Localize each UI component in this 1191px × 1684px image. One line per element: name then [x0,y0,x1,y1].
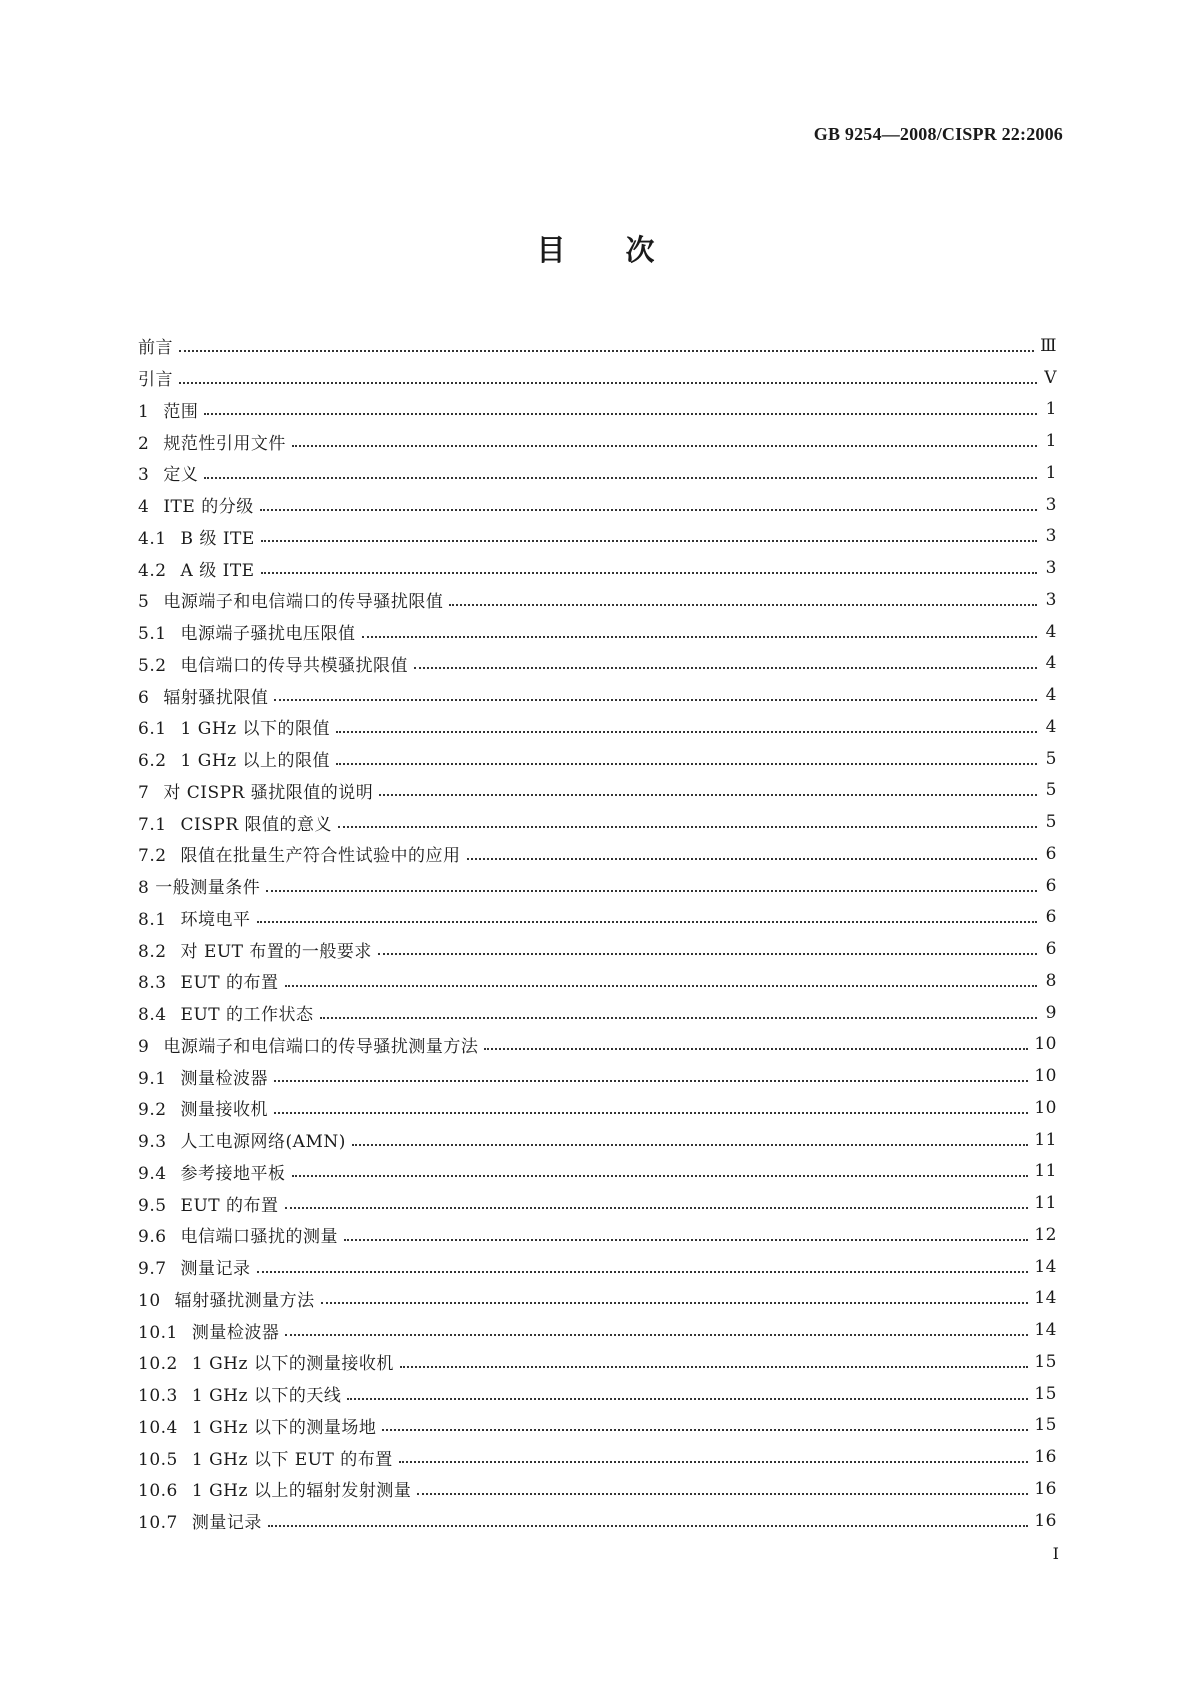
toc-entry-page: 14 [1034,1288,1057,1309]
toc-dot-leader [266,890,1037,892]
toc-dot-leader [292,1175,1029,1177]
toc-entry-title [138,810,332,835]
toc-entry-page: 6 [1045,939,1057,960]
toc-dot-leader [399,1461,1029,1463]
toc-entry-number: 10.1 [138,1322,178,1343]
toc-dot-leader [378,953,1037,955]
toc-entry-page: 9 [1045,1002,1057,1023]
toc-entry-number: 10.4 [138,1417,178,1438]
toc-entry-text: EUT 的布置 [180,973,279,994]
toc-entry-number: 2 [138,433,150,454]
toc-entry-page: 3 [1045,494,1057,515]
toc-entry-text: A 级 ITE [180,560,255,581]
toc-dot-leader [484,1048,1028,1050]
toc-entry-text: 1 GHz 以下的测量场地 [191,1417,377,1438]
toc-entry[interactable] [138,1314,1057,1346]
toc-entry-number: 1 [138,401,150,422]
toc-entry[interactable] [138,870,1057,902]
toc-entry-page: 1 [1045,462,1057,483]
toc-entry-title [138,1222,338,1247]
toc-entry[interactable] [138,616,1057,648]
page-title: 目次 [536,233,715,267]
toc-entry-title [138,1476,411,1501]
toc-entry[interactable] [138,1124,1057,1156]
toc-entry-text: EUT 的工作状态 [180,1005,314,1026]
toc-entry-number: 10.3 [138,1386,178,1407]
toc-entry-page: 6 [1045,843,1057,864]
toc-entry-page: 16 [1034,1510,1057,1531]
toc-entry-page: 4 [1045,621,1057,642]
toc-entry-number: 9.4 [138,1163,167,1184]
toc-entry-number: 9.1 [138,1068,167,1089]
toc-dot-leader [362,636,1037,638]
toc-entry-text: 定义 [163,465,199,486]
toc-entry-number: 6.2 [138,751,167,772]
page-number: I [1052,1544,1059,1563]
toc-entry-text: 1 GHz 以下的限值 [180,719,331,740]
toc-entry[interactable] [138,838,1057,870]
toc-entry-text: 测量接收机 [180,1100,269,1121]
toc-entry-page: 1 [1045,399,1057,420]
toc-entry-page: Ⅴ [1044,367,1057,388]
toc-entry-page: 8 [1045,970,1057,991]
toc-entry[interactable] [138,394,1057,426]
toc-entry[interactable] [138,521,1057,553]
toc-entry[interactable] [138,1156,1057,1188]
toc-entry-number: 10.7 [138,1513,178,1534]
toc-entry-page: Ⅲ [1040,335,1057,356]
toc-entry-title [138,968,279,993]
toc-entry-title [138,841,461,866]
toc-entry-title [138,937,372,962]
toc-entry-text: 测量检波器 [191,1322,280,1343]
toc-entry[interactable] [138,679,1057,711]
toc-entry-text: 对 EUT 布置的一般要求 [180,941,372,962]
toc-entry-title [138,1286,315,1311]
toc-dot-leader [379,794,1037,796]
toc-dot-leader [261,572,1037,574]
toc-dot-leader [179,350,1034,352]
toc-entry-number: 4 [138,497,150,518]
toc-entry[interactable] [138,457,1057,489]
toc-entry-text: B 级 ITE [180,528,255,549]
toc-entry-number: 3 [138,465,150,486]
toc-entry[interactable] [138,1029,1057,1061]
toc-entry[interactable] [138,902,1057,934]
toc-entry-text: 范围 [163,401,199,422]
toc-entry-title [138,873,260,898]
toc-entry-number: 8.1 [138,909,167,930]
toc-entry[interactable] [138,330,1057,362]
toc-entry-page: 5 [1045,748,1057,769]
toc-entry[interactable] [138,1283,1057,1315]
toc-entry[interactable] [138,648,1057,680]
toc-entry-number: 5.2 [138,655,167,676]
toc-dot-leader [204,413,1037,415]
toc-entry-number: 10.6 [138,1481,178,1502]
toc-entry-text: 限值在批量生产符合性试验中的应用 [180,846,461,867]
toc-entry-title [138,1159,286,1184]
toc-entry-page: 16 [1034,1447,1057,1468]
toc-entry-number: 9.7 [138,1259,167,1280]
toc-entry-number: 9.3 [138,1132,167,1153]
toc-entry-number: 7.2 [138,846,167,867]
toc-dot-leader [382,1429,1028,1431]
toc-entry-number: 8.2 [138,941,167,962]
toc-entry-page: 15 [1034,1383,1057,1404]
toc-dot-leader [336,763,1037,765]
toc-entry-title [138,1413,376,1438]
toc-entry-title [138,1000,314,1025]
toc-dot-leader [320,1017,1037,1019]
toc-entry[interactable] [138,1219,1057,1251]
toc-entry[interactable] [138,1410,1057,1442]
toc-entry-text: 电源端子骚扰电压限值 [180,624,356,645]
toc-entry[interactable] [138,1346,1057,1378]
toc-entry-text: 8 一般测量条件 [138,878,261,899]
toc-dot-leader [414,667,1037,669]
toc-entry-page: 11 [1034,1129,1057,1150]
toc-entry-page: 11 [1034,1161,1057,1182]
toc-entry-title [138,714,330,739]
toc-entry-page: 6 [1045,875,1057,896]
toc-entry[interactable] [138,425,1057,457]
toc-entry-page: 1 [1045,431,1057,452]
toc-entry[interactable] [138,552,1057,584]
toc-entry-title [138,683,268,708]
toc-entry-text: 测量检波器 [180,1068,269,1089]
toc-dot-leader [400,1366,1029,1368]
toc-entry-text: EUT 的布置 [180,1195,279,1216]
toc-entry[interactable] [138,1092,1057,1124]
toc-entry-title [138,587,443,612]
toc-entry-text: 测量记录 [191,1513,262,1534]
toc-entry-text: 前言 [138,338,173,359]
toc-entry[interactable] [138,1505,1057,1537]
toc-entry-title [138,333,173,358]
toc-entry-text: 电信端口骚扰的测量 [180,1227,339,1248]
toc-entry-page: 4 [1045,653,1057,674]
toc-entry-page: 3 [1045,558,1057,579]
toc-entry-page: 11 [1034,1193,1057,1214]
toc-entry-title [138,619,356,644]
toc-entry[interactable] [138,965,1057,997]
toc-entry-text: 辐射骚扰测量方法 [174,1290,315,1311]
toc-entry-text: 人工电源网络(AMN) [180,1132,346,1153]
toc-entry-title [138,1064,268,1089]
toc-entry[interactable] [138,775,1057,807]
toc-entry-page: 5 [1045,780,1057,801]
toc-dot-leader [260,509,1037,511]
toc-entry-title [138,1254,251,1279]
toc-dot-leader [338,826,1037,828]
toc-entry[interactable] [138,1251,1057,1283]
toc-dot-leader [467,858,1037,860]
toc-entry-page: 10 [1034,1097,1057,1118]
toc-entry[interactable] [138,362,1057,394]
toc-entry-page: 5 [1045,812,1057,833]
toc-entry-page: 16 [1034,1478,1057,1499]
toc-entry[interactable] [138,1441,1057,1473]
toc-dot-leader [179,382,1037,384]
toc-entry[interactable] [138,997,1057,1029]
toc-entry-page: 14 [1034,1256,1057,1277]
toc-entry[interactable] [138,711,1057,743]
toc-entry-title [138,1032,478,1057]
toc-entry[interactable] [138,489,1057,521]
toc-dot-leader [268,1525,1029,1527]
toc-entry[interactable] [138,806,1057,838]
toc-entry-number: 9.5 [138,1195,167,1216]
toc-entry-text: CISPR 限值的意义 [180,814,333,835]
toc-entry-text: 测量记录 [180,1259,251,1280]
toc-dot-leader [417,1493,1028,1495]
toc-entry-title [138,397,198,422]
toc-entry[interactable] [138,1187,1057,1219]
toc-dot-leader [292,445,1037,447]
toc-entry-title [138,1381,341,1406]
table-of-contents [138,330,1057,1537]
toc-entry-page: 3 [1045,589,1057,610]
toc-entry-title [138,460,198,485]
toc-entry-text: 1 GHz 以下 EUT 的布置 [191,1449,393,1470]
toc-entry-page: 6 [1045,907,1057,928]
toc-entry-title [138,365,173,390]
toc-entry-number: 9.2 [138,1100,167,1121]
toc-entry[interactable] [138,584,1057,616]
toc-entry-number: 5 [138,592,150,613]
toc-entry[interactable] [138,1473,1057,1505]
standard-code-header: GB 9254—2008/CISPR 22:2006 [813,124,1063,144]
toc-entry-title [138,556,255,581]
toc-entry-page: 10 [1034,1034,1057,1055]
toc-entry-title [138,1127,346,1152]
toc-dot-leader [347,1398,1028,1400]
toc-dot-leader [285,1207,1029,1209]
toc-entry-text: 1 GHz 以上的限值 [180,751,331,772]
toc-entry-text: 对 CISPR 骚扰限值的说明 [163,782,374,803]
toc-entry-title [138,1508,262,1533]
toc-entry[interactable] [138,1378,1057,1410]
toc-entry-text: 辐射骚扰限值 [163,687,269,708]
toc-dot-leader [285,1334,1028,1336]
toc-entry-number: 10 [138,1290,161,1311]
toc-entry-title [138,1191,279,1216]
toc-dot-leader [352,1144,1028,1146]
toc-entry-page: 4 [1045,716,1057,737]
toc-entry-page: 15 [1034,1415,1057,1436]
toc-entry-number: 9 [138,1036,150,1057]
toc-dot-leader [274,1112,1028,1114]
toc-entry-text: 1 GHz 以上的辐射发射测量 [191,1481,412,1502]
toc-entry-title [138,1095,268,1120]
toc-entry[interactable] [138,933,1057,965]
toc-entry-title [138,492,254,517]
toc-entry-title [138,778,373,803]
toc-entry-text: 电源端子和电信端口的传导骚扰限值 [163,592,444,613]
toc-entry-text: 规范性引用文件 [163,433,286,454]
toc-dot-leader [204,477,1037,479]
toc-entry-title [138,746,330,771]
toc-entry-page: 14 [1034,1320,1057,1341]
toc-entry-page: 3 [1045,526,1057,547]
toc-entry-number: 10.2 [138,1354,178,1375]
toc-dot-leader [261,540,1037,542]
toc-entry-page: 15 [1034,1351,1057,1372]
toc-entry-text: 1 GHz 以下的天线 [191,1386,342,1407]
toc-dot-leader [274,1080,1028,1082]
toc-entry-number: 5.1 [138,624,167,645]
toc-entry-text: 1 GHz 以下的测量接收机 [191,1354,394,1375]
toc-entry-number: 7.1 [138,814,167,835]
toc-entry-title [138,651,408,676]
toc-entry-title [138,905,251,930]
toc-dot-leader [257,921,1037,923]
toc-entry-number: 9.6 [138,1227,167,1248]
toc-dot-leader [321,1302,1029,1304]
toc-entry-number: 7 [138,782,150,803]
toc-entry-title [138,1349,394,1374]
toc-entry-text: 引言 [138,370,173,391]
toc-entry-number: 4.1 [138,528,167,549]
toc-entry-page: 4 [1045,685,1057,706]
toc-entry-title [138,524,255,549]
toc-dot-leader [274,699,1037,701]
toc-dot-leader [257,1271,1029,1273]
toc-dot-leader [449,604,1037,606]
toc-entry-number: 8.3 [138,973,167,994]
toc-entry-number: 6 [138,687,150,708]
toc-entry-text: ITE 的分级 [163,497,254,518]
toc-entry[interactable] [138,743,1057,775]
toc-entry-page: 10 [1034,1066,1057,1087]
toc-entry-number: 8.4 [138,1005,167,1026]
toc-dot-leader [285,985,1037,987]
toc-entry-text: 电源端子和电信端口的传导骚扰测量方法 [163,1036,479,1057]
toc-entry-text: 参考接地平板 [180,1163,286,1184]
toc-entry-page: 12 [1034,1224,1057,1245]
toc-entry-number: 4.2 [138,560,167,581]
toc-entry-text: 电信端口的传导共模骚扰限值 [180,655,409,676]
toc-dot-leader [344,1239,1028,1241]
toc-entry-text: 环境电平 [180,909,251,930]
toc-entry-title [138,429,286,454]
toc-entry[interactable] [138,1060,1057,1092]
toc-dot-leader [336,731,1037,733]
toc-entry-number: 10.5 [138,1449,178,1470]
toc-entry-number: 6.1 [138,719,167,740]
toc-entry-title [138,1445,393,1470]
toc-entry-title [138,1318,279,1343]
